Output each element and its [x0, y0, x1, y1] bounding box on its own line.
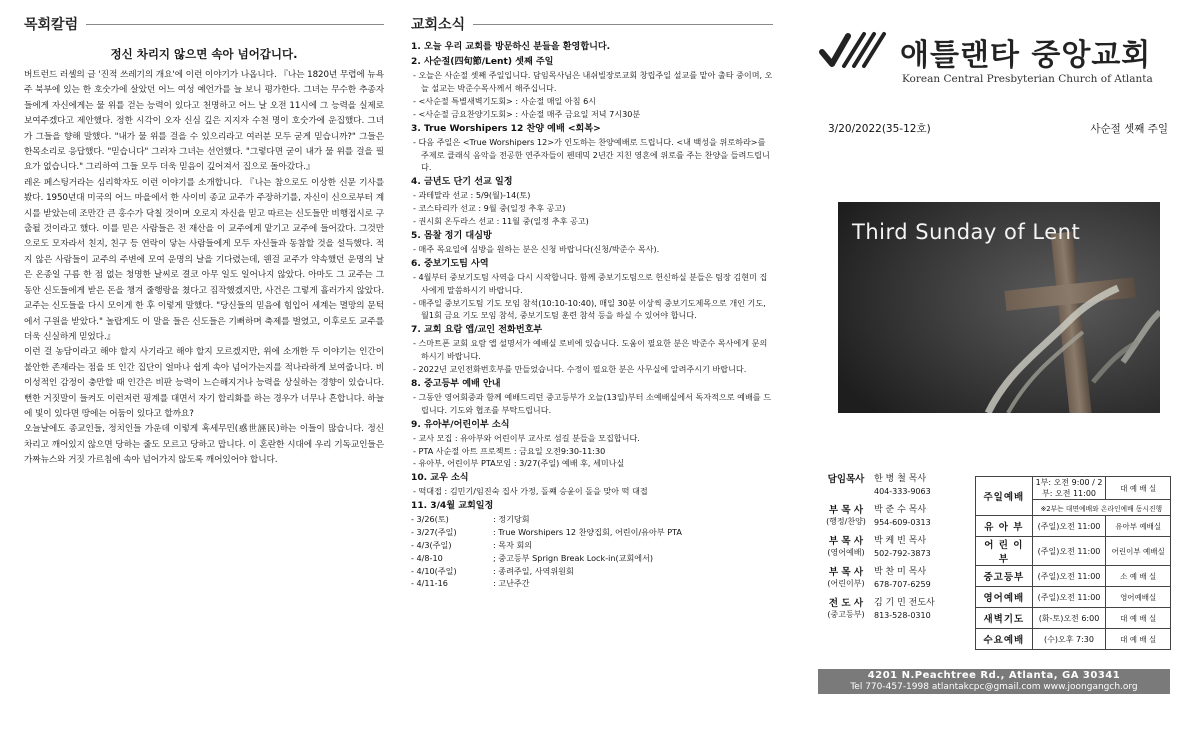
notice-item	[411, 471, 773, 498]
column-header-label: 목회칼럼	[24, 17, 79, 33]
header-rule	[86, 24, 384, 25]
church-contact: Tel 770-457-1998 atlantakcpc@gmail.com www.joongangch.org	[850, 682, 1138, 692]
notice-line: - 코스타리카 선교 : 9월 중(일정 추후 공고)	[413, 203, 566, 214]
notice-title: 3. True Worshipers 12 찬양 예배 <회복>	[411, 123, 601, 134]
schedule-row	[411, 577, 773, 590]
staff-role-title: 전 도 사	[828, 598, 864, 609]
service-time: (주일)오전 11:00	[1032, 537, 1106, 566]
service-name: 새벽기도	[976, 608, 1033, 629]
schedule-row	[411, 513, 773, 526]
staff-row	[818, 536, 973, 567]
service-note: ※2부는 대면예배와 온라인예배 동시진행	[1032, 500, 1170, 516]
staff-name: 김 기 민 전도사	[874, 598, 935, 608]
essay-paragraph: 버트런드 러셀의 글 '진적 쓰레기의 개요'에 이런 이야기가 나옵니다. 『나는 1820년 무렵에 뉴욕주 북부에 있는 한 호숫가에 살았던 어느 여성 예언가를 늘 보니 평가한다. 그녀는 무수한 추종자들에게 자신에게는 물 위를 걷는 능력이 있다고 천명하고 어느 날 오전 11시에 그 능력을 실제로 보여주겠다고 제안했다. 정한 시각이 오자 신심 깊은 지지자 수천 명이 호숫가에 운집했다. 그녀가 그들을 향해 말했다. "내가 물 위를 걸을 수 있으리라고 여러분 모두 굳게 믿습니까?" 그들은 한목소리로 응답했다. "믿습니다" 그러자 그녀는 선언했다. "그렇다면 굳이 내가 물 위를 걸을 필요가 없습니다." 그리하여 그들 모두 더욱 믿음이 깊어져서 집으로 돌아갔다.』	[24, 70, 384, 173]
essay-paragraph: 레온 페스팅거라는 심리학자도 이런 이야기를 소개합니다. 『나는 참으로도 이상한 신문 기사를 봤다. 1950년대 미국의 어느 마을에서 한 사이비 종교 교주가 주장하기를, 자신이 신으로부터 계시를 받았는데 조만간 큰 홍수가 닥칠 것이며 오로지 자신을 믿고 따르는 신도들만 비행접시로 구출될 것이라고 했다. 이를 믿은 사람들은 전 재산을 이 교주에게 맡기고 교주에 들어갔다. 그것만으로도 모자라서 친지, 친구 등 연락이 닿는 사람들에게 모두 자신들과 동참할 것을 설득했다. 적지 않은 사람들이 교주의 주변에 모여 운명의 날을 기다렸는데, 웬걸 교주가 약속했던 운명의 날은 온종일 구름 한 점 없는 청명한 날씨로 결코 아무 일도 일어나지 않았다. 아마도 그 교주는 그동안 신도들에게 받은 돈을 챙겨 줄행랑을 쳤다고 짐작했겠지만, 사건은 그렇게 흘러가지 않았다. 교주는 신도들을 다시 모이게 한 후 이렇게 말했다. "당신들의 믿음에 힘입어 세계는 멸망의 문턱에서 구원을 받았다." 놀랍게도 이 말을 들은 신도들은 기뻐하며 축제를 벌였고, 이후로도 교주를 더욱 신실하게 믿었다.』	[24, 177, 384, 342]
service-time: (주일)오전 11:00	[1032, 566, 1106, 587]
service-schedule-table	[975, 476, 1171, 650]
notice-line: - 2022년 교인전화번호부를 만들었습니다. 수정이 필요한 분은 사무실에 알려주시기 바랍니다.	[413, 363, 747, 374]
church-name-korean: 애틀랜타 중앙교회	[900, 38, 1152, 73]
notice-title: 1. 오늘 우리 교회를 방문하신 분들을 환영합니다.	[411, 42, 611, 52]
staff-name: 박 찬 미 목사	[874, 567, 927, 577]
staff-name: 박 준 수 목사	[874, 505, 927, 515]
essay-paragraph: 이런 걸 농담이라고 해야 할지 사기라고 해야 할지 모르겠지만, 위에 소개한 두 이야기는 인간이 불안한 존재라는 점을 또 인간 집단이 얼마나 쉽게 속아 넘어가는지를 적나라하게 보여줍니다. 비이성적인 감정이 충만할 때 인간은 비판 능력이 느슨해지거나 능력을 상실하는 경향이 있습니다. 뻔한 거짓말이 들켜도 이런저런 핑계를 대면서 자기 합리화를 하는 경우가 너무나 흔합니다. 하늘에 빛이 있다면 땅에는 어둠이 있다고 할까요?	[24, 347, 384, 419]
staff-role	[818, 505, 874, 536]
schedule-date: - 4/11-16	[411, 578, 448, 589]
staff-phone: 813-528-0310	[874, 610, 931, 620]
notice-line: - 교사 모집 : 유아부와 어린이부 교사로 섬길 분들을 모집합니다.	[413, 432, 640, 443]
bulletin-cover	[818, 14, 1188, 719]
service-name: 영어예배	[976, 587, 1033, 608]
staff-role-dept: (행정/찬양)	[826, 517, 866, 526]
schedule-event: : True Worshipers 12 찬양집회, 어린이/유아부 PTA	[493, 527, 682, 538]
schedule-event: : 정기당회	[493, 514, 530, 525]
staff-role-dept: (어린이부)	[827, 579, 865, 588]
notice-line: - 그동안 영어회중과 함께 예배드리던 중고등부가 오늘(13일)부터 소예배실에서 독자적으로 예배를 드립니다. 기도와 협조를 부탁드립니다.	[413, 391, 772, 415]
header-rule	[473, 24, 773, 25]
schedule-list	[411, 513, 773, 590]
notice-title: 2. 사순절(四旬節/Lent) 셋째 주일	[411, 57, 554, 68]
notice-line: - 오늘은 사순절 셋째 주일입니다. 담임목사님은 내쉬빌장로교회 창립주일 설교를 맡아 출타 중이며, 오늘 설교는 박준수목사께서 해주십니다.	[413, 70, 773, 94]
notice-item	[411, 122, 773, 175]
essay-paragraph: 오늘날에도 종교인들, 정치인들 가운데 이렇게 혹세무민(惑世誣民)하는 이들이 많습니다. 정신 차리고 깨어있지 않으면 당하는 줄도 모르고 당하고 맙니다. 이 혼란한 시대에 우리 기독교인들은 가짜뉴스와 거짓 가르침에 속아 넘어가지 않도록 깨어있어야 합니다.	[24, 424, 384, 466]
service-time: (수)오후 7:30	[1032, 629, 1106, 650]
notice-line: - PTA 사순절 아트 프로젝트 : 금요일 오전9:30-11:30	[413, 445, 606, 456]
schedule-date: - 4/8-10	[411, 552, 443, 563]
notice-item	[411, 55, 773, 120]
service-name: 유 아 부	[976, 516, 1033, 537]
staff-phone: 954-609-0313	[874, 517, 931, 527]
schedule-row	[411, 539, 773, 552]
schedule-event: ; 중고등부 Sprign Break Lock-in(교회에서)	[493, 552, 654, 563]
service-row	[976, 537, 1171, 566]
schedule-date: - 3/27(주일)	[411, 527, 457, 538]
service-name: 중고등부	[976, 566, 1033, 587]
service-place: 어린이부 예배실	[1106, 537, 1171, 566]
service-row	[976, 516, 1171, 537]
service-place: 대 예 배 실	[1106, 629, 1171, 650]
schedule-row	[411, 526, 773, 539]
schedule-title: 11. 3/4월 교회일정	[411, 501, 494, 512]
schedule-date: - 4/3(주일)	[411, 539, 452, 550]
staff-role	[818, 598, 874, 629]
notice-item	[411, 257, 773, 322]
notice-line: - 스마트폰 교회 요람 앱 설명서가 예배실 로비에 있습니다. 도움이 필요한 분은 박준수 목사에게 문의하시기 바랍니다.	[413, 338, 768, 362]
notice-item	[411, 40, 773, 54]
service-time: 1부: 오전 9:00 / 2부: 오전 11:00	[1032, 477, 1106, 500]
notice-title: 5. 몸찰 정기 대심방	[411, 230, 492, 241]
notice-line: - <사순절 특별새벽기도회> : 사순절 매일 아침 6시	[413, 96, 597, 106]
service-place: 소 예 배 실	[1106, 566, 1171, 587]
schedule-event: : 종려주일, 사역위원회	[493, 565, 574, 576]
staff-row	[818, 474, 973, 505]
staff-directory	[818, 474, 973, 629]
notice-title: 9. 유아부/어린이부 소식	[411, 419, 510, 430]
service-row	[976, 587, 1171, 608]
staff-name: 한 병 철 목사	[874, 474, 927, 484]
staff-role-title: 담임목사	[827, 474, 865, 485]
staff-role	[818, 536, 874, 567]
essay-body	[24, 68, 384, 469]
news-header	[411, 14, 773, 34]
schedule-row	[411, 565, 773, 578]
staff-row	[818, 567, 973, 598]
staff-role-title: 부 목 사	[828, 536, 864, 547]
notice-list	[411, 40, 773, 498]
staff-info	[874, 474, 931, 505]
staff-phone: 404-333-9063	[874, 486, 931, 496]
staff-info	[874, 567, 931, 598]
notice-item	[411, 229, 773, 256]
service-place: 대 예 배 실	[1106, 477, 1171, 500]
staff-name: 박 케 빈 목사	[874, 536, 927, 546]
notice-title: 8. 중고등부 예배 안내	[411, 378, 501, 389]
schedule-event: : 고난주간	[493, 578, 530, 589]
notice-line: - 다음 주일은 <True Worshipers 12>가 인도하는 찬양예배로 드립니다. <내 백성을 위로하라>를 주제로 클래식 음악을 전공한 연주자들이 펜데믹 2년간 지친 영혼에 위로를 주는 찬양을 들려드립니다.	[413, 136, 770, 173]
bulletin-date: 3/20/2022(35-12호)	[828, 123, 931, 135]
church-footer	[818, 669, 1170, 694]
bulletin-date-row	[828, 121, 1168, 136]
service-row	[976, 608, 1171, 629]
notice-line: - 떡대접 : 김민기/임진숙 집사 가정, 돌쨰 승윤이 돌을 맞아 떡 대접	[413, 486, 648, 497]
cover-caption: Third Sunday of Lent	[852, 220, 1081, 244]
pastoral-column	[24, 14, 384, 719]
service-place: 대 예 배 실	[1106, 608, 1171, 629]
schedule-date: - 4/10(주일)	[411, 565, 457, 576]
notice-title: 10. 교우 소식	[411, 473, 469, 484]
service-place: 영어예배실	[1106, 587, 1171, 608]
church-logo	[818, 30, 1188, 90]
church-emblem-icon	[818, 30, 896, 74]
service-time: (주일)오전 11:00	[1032, 516, 1106, 537]
lent-cover-image	[838, 202, 1160, 413]
staff-role	[818, 474, 874, 505]
schedule-event: : 목자 회의	[493, 539, 533, 550]
service-row	[976, 629, 1171, 650]
column-header	[24, 14, 384, 34]
church-news	[411, 14, 773, 719]
service-name: 주일예배	[976, 477, 1033, 516]
service-name: 어 린 이 부	[976, 537, 1033, 566]
notice-title: 7. 교회 요람 앱/교인 전화번호부	[411, 325, 543, 336]
staff-info	[874, 598, 935, 629]
schedule-row	[411, 552, 773, 565]
staff-role-title: 부 목 사	[828, 505, 864, 516]
schedule-section	[411, 499, 773, 590]
staff-role	[818, 567, 874, 598]
staff-phone: 502-792-3873	[874, 548, 931, 558]
news-header-label: 교회소식	[411, 17, 466, 33]
notice-line: - 4월부터 중보기도팀 사역을 다시 시작합니다. 함께 중보기도팀으로 헌신하실 분들은 팀장 김현미 집사에게 말씀하시기 바랍니다.	[413, 271, 768, 295]
notice-item	[411, 323, 773, 376]
notice-line: - 매주 목요일에 심방을 원하는 분은 신청 바랍니다(신청/박준수 목사).	[413, 243, 660, 254]
service-row	[976, 566, 1171, 587]
notice-item	[411, 175, 773, 228]
staff-info	[874, 505, 931, 536]
staff-row	[818, 505, 973, 536]
staff-row	[818, 598, 973, 629]
service-name: 수요예배	[976, 629, 1033, 650]
notice-line: - 유아부, 어린이부 PTA모임 : 3/27(주일) 예배 후, 세미나실	[413, 458, 625, 469]
service-time: (화-토)오전 6:00	[1032, 608, 1106, 629]
notice-line: - 매주일 중보기도팀 기도 모임 참석(10:10-10:40), 매일 30분 이상씩 중보기도제목으로 개인 기도, 월1회 금요 기도 모임 참석, 중보기도팀 훈련 참석 등을 하실 수 있어야 합니다.	[413, 297, 766, 321]
service-time: (주일)오전 11:00	[1032, 587, 1106, 608]
staff-role-dept: (영어예배)	[827, 548, 865, 557]
notice-line: - 권시회 온두라스 선교 : 11월 중(일정 추후 공고)	[413, 215, 589, 226]
essay-title: 정신 차리지 않으면 속아 넘어갑니다.	[110, 47, 298, 61]
notice-item	[411, 418, 773, 471]
notice-line: - 과테말라 선교 : 5/9(월)-14(토)	[413, 190, 531, 201]
staff-phone: 678-707-6259	[874, 579, 931, 589]
service-place: 유아부 예배실	[1106, 516, 1171, 537]
notice-title: 6. 중보기도팀 사역	[411, 258, 489, 269]
liturgical-sunday: 사순절 셋째 주일	[1090, 123, 1168, 135]
staff-role-dept: (중고등부)	[827, 610, 865, 619]
notice-title: 4. 금년도 단기 선교 일정	[411, 177, 513, 188]
church-name-english: Korean Central Presbyterian Church of Atlanta	[902, 73, 1153, 85]
church-address: 4201 N.Peachtree Rd., Atlanta, GA 30341	[867, 670, 1121, 681]
notice-line: - <사순절 금요찬양기도회> : 사순절 매주 금요일 저녁 7시30분	[413, 108, 641, 119]
staff-info	[874, 536, 931, 567]
staff-role-title: 부 목 사	[828, 567, 864, 578]
service-row	[976, 477, 1171, 500]
notice-item	[411, 377, 773, 417]
schedule-date: - 3/26(토)	[411, 514, 449, 525]
